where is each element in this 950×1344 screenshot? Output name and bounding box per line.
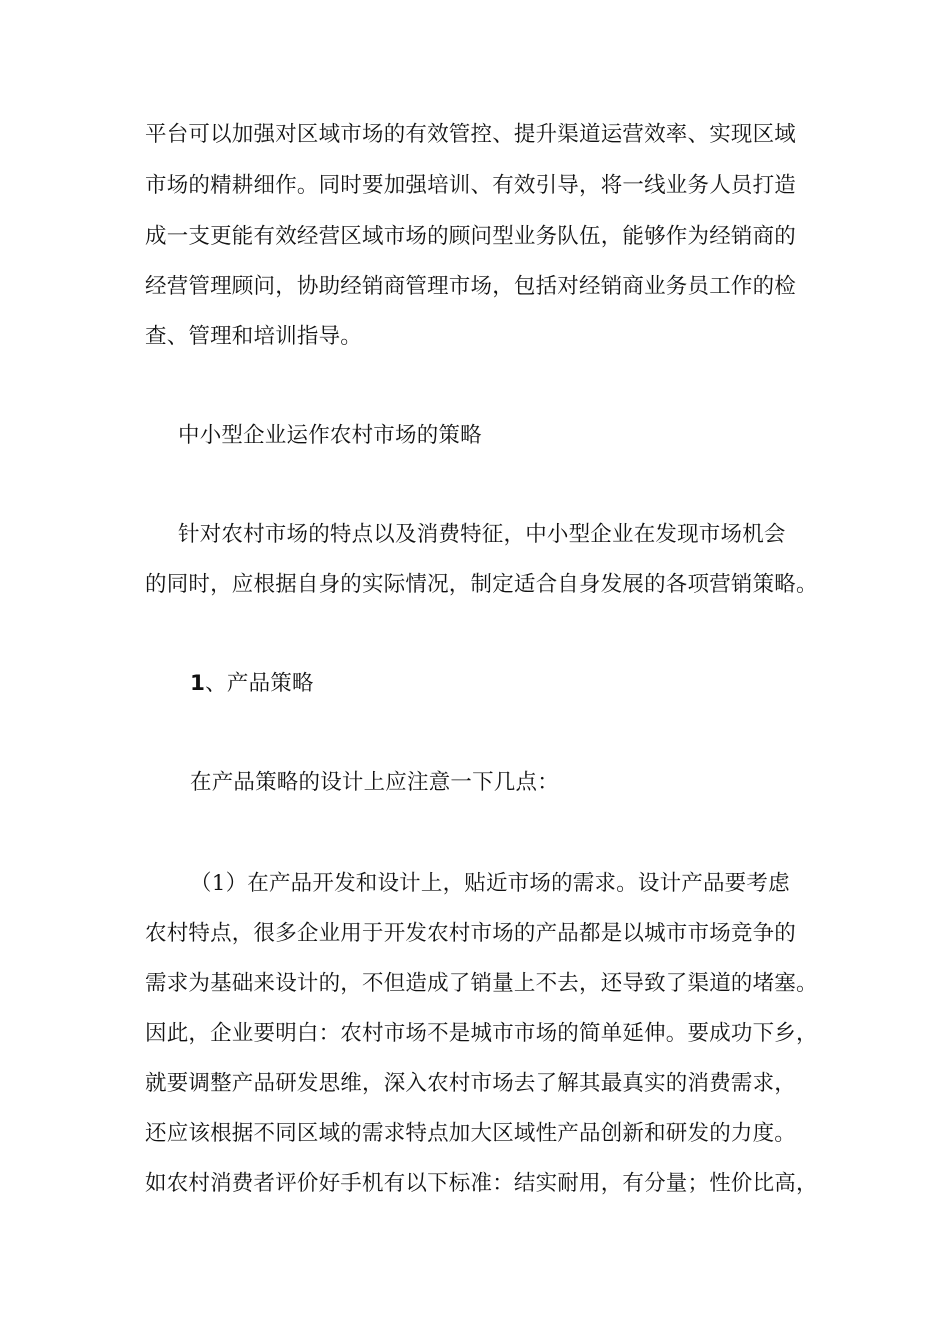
paragraph1-line-4: 经营管理顾问，协助经销商管理市场，包括对经销商业务员工作的检 [145,274,797,299]
section1-heading [190,669,860,699]
paragraph3-line-6: 还应该根据不同区域的需求特点加大区域性产品创新和研发的力度。 [145,1121,797,1146]
paragraph3-line-2: 农村特点，很多企业用于开发农村市场的产品都是以城市市场竞争的 [145,921,797,946]
section1-title: 、产品策略 [205,671,314,696]
intro-line: 在产品策略的设计上应注意一下几点： [190,770,559,795]
paragraph1-line-3: 成一支更能有效经营区域市场的顾问型业务队伍，能够作为经销商的 [145,224,797,249]
section1-number: 1 [190,671,206,696]
section-heading: 中小型企业运作农村市场的策略 [178,423,482,448]
paragraph2-line-2: 的同时，应根据自身的实际情况，制定适合自身发展的各项营销策略。 [145,572,818,597]
paragraph3-line-7: 如农村消费者评价好手机有以下标准：结实耐用，有分量；性价比高， [145,1171,818,1196]
paragraph1-line-1: 平台可以加强对区域市场的有效管控、提升渠道运营效率、实现区域 [145,122,797,147]
paragraph1-line-2: 市场的精耕细作。同时要加强培训、有效引导，将一线业务人员打造 [145,173,797,198]
paragraph2-line-1: 针对农村市场的特点以及消费特征，中小型企业在发现市场机会 [178,522,786,547]
paragraph3-line-1: （1）在产品开发和设计上，贴近市场的需求。设计产品要考虑 [190,871,790,896]
paragraph3-line-4: 因此，企业要明白：农村市场不是城市市场的简单延伸。要成功下乡， [145,1021,818,1046]
paragraph3-line-3: 需求为基础来设计的，不但造成了销量上不去，还导致了渠道的堵塞。 [145,971,818,996]
paragraph1-line-5: 查、管理和培训指导。 [145,324,363,349]
paragraph3-line-5: 就要调整产品研发思维，深入农村市场去了解其最真实的消费需求， [145,1071,797,1096]
